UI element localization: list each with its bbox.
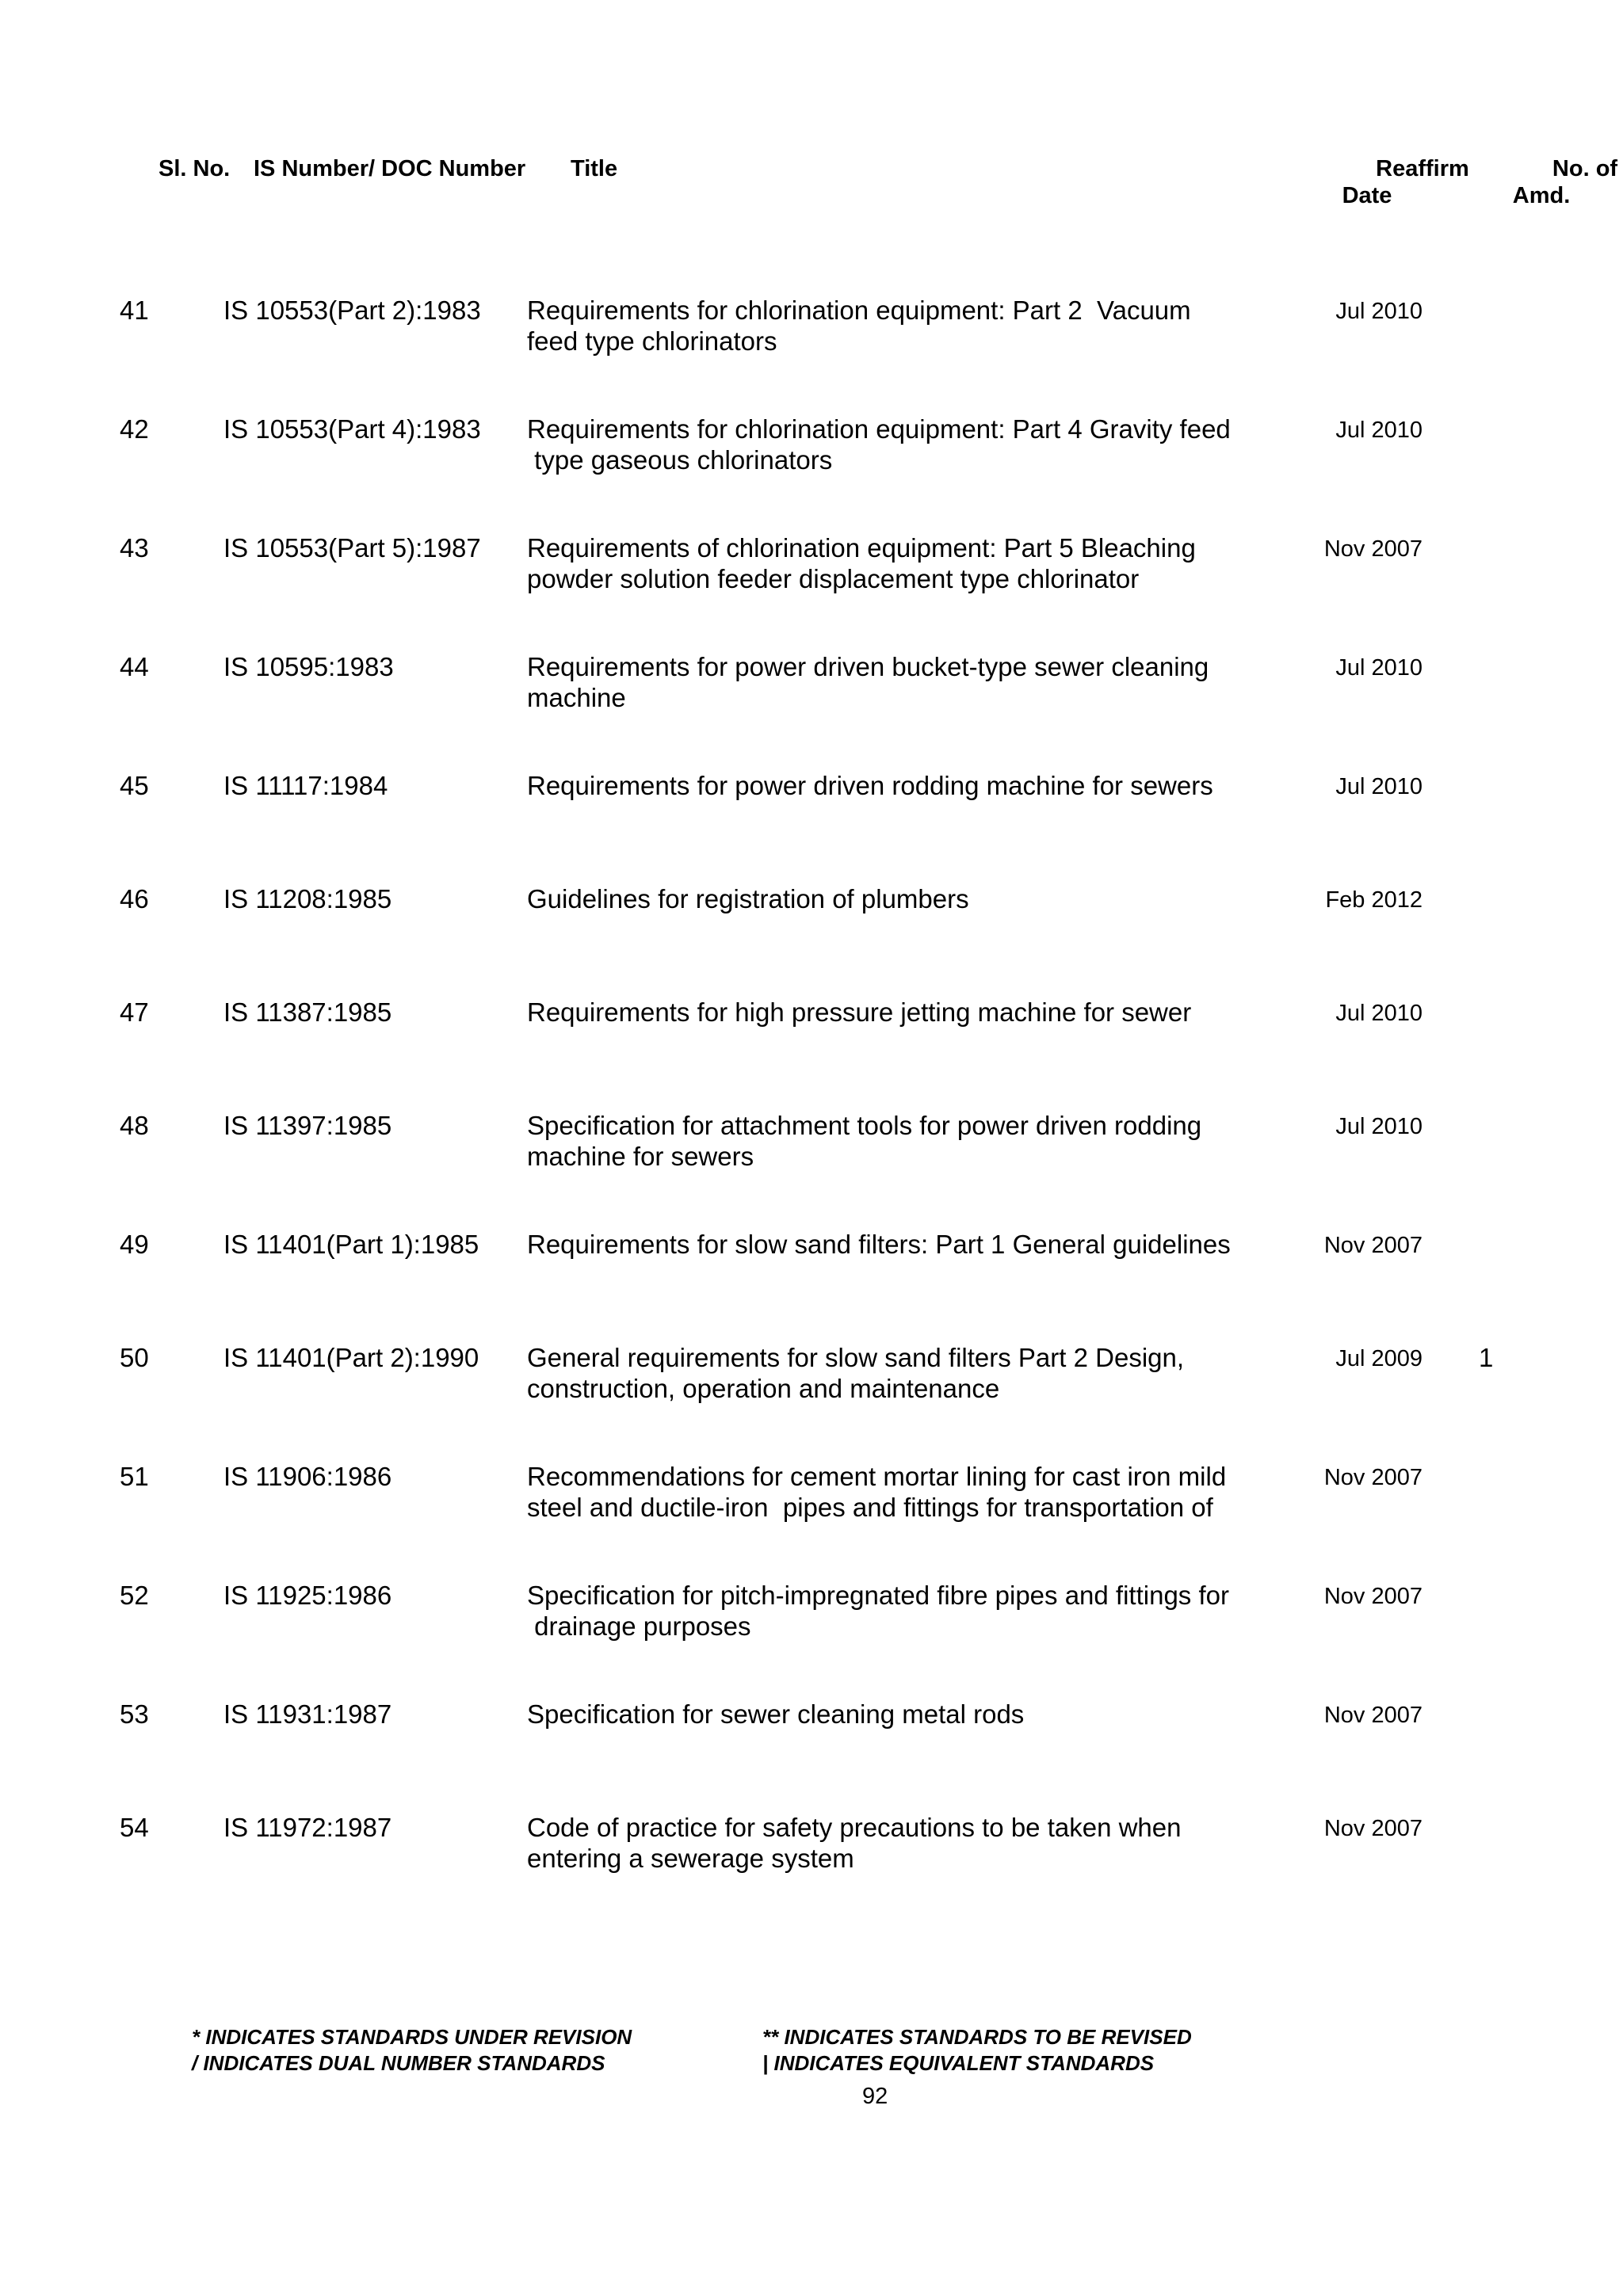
row-reaffirm-date: Feb 2012 (1325, 887, 1423, 913)
legend-dual-number: / INDICATES DUAL NUMBER STANDARDS (192, 2051, 605, 2075)
row-title (527, 651, 1272, 713)
row-is-number: IS 11931:1987 (223, 1699, 392, 1729)
row-sl-no: 48 (120, 1111, 149, 1140)
header-no-of-amd (1474, 155, 1618, 209)
row-is-number: IS 11208:1985 (223, 884, 392, 913)
row-title-line1: Requirements for chlorination equipment: Part 2 Vacuum (527, 296, 1191, 325)
row-reaffirm-date: Jul 2009 (1335, 1346, 1423, 1371)
row-title (527, 1110, 1272, 1172)
row-reaffirm-date: Jul 2010 (1335, 299, 1423, 324)
row-title-line2: machine (527, 683, 626, 712)
row-is-number: IS 11387:1985 (223, 997, 392, 1027)
row-is-number: IS 11397:1985 (223, 1111, 392, 1140)
row-title-line1: Specification for sewer cleaning metal rods (527, 1699, 1025, 1729)
row-reaffirm-date: Jul 2010 (1335, 655, 1423, 681)
row-is-number: IS 10553(Part 2):1983 (223, 296, 481, 325)
row-reaffirm-date: Nov 2007 (1323, 1703, 1423, 1728)
row-title-line2: steel and ductile-iron pipes and fittings for transportation of (527, 1493, 1213, 1522)
legend-to-be-revised: ** INDICATES STANDARDS TO BE REVISED (762, 2025, 1192, 2049)
row-is-number: IS 11401(Part 1):1985 (223, 1230, 479, 1259)
row-sl-no: 52 (120, 1581, 149, 1610)
row-title-line1: Requirements for chlorination equipment: Part 4 Gravity feed (527, 414, 1231, 444)
row-title (527, 997, 1272, 1028)
row-is-number: IS 11906:1986 (223, 1462, 392, 1491)
row-is-number: IS 11925:1986 (223, 1581, 392, 1610)
row-title-line1: General requirements for slow sand filters Part 2 Design, (527, 1343, 1185, 1372)
row-sl-no: 43 (120, 533, 149, 563)
row-title (527, 414, 1272, 475)
row-title (527, 1699, 1272, 1730)
row-title-line2: type gaseous chlorinators (527, 445, 833, 475)
row-amd-count: 1 (1479, 1343, 1494, 1372)
header-amd-line1: No. of (1552, 156, 1618, 181)
row-title (527, 295, 1272, 357)
row-title (527, 1580, 1272, 1642)
row-title (527, 532, 1272, 594)
page-number: 92 (862, 2084, 888, 2109)
row-reaffirm-date: Nov 2007 (1323, 536, 1423, 562)
row-sl-no: 47 (120, 997, 149, 1027)
row-sl-no: 41 (120, 296, 149, 325)
row-reaffirm-date: Nov 2007 (1323, 1465, 1423, 1490)
header-reaffirm-line1: Reaffirm (1376, 156, 1469, 181)
row-title-line2: machine for sewers (527, 1142, 754, 1171)
row-is-number: IS 11117:1984 (223, 771, 388, 800)
row-sl-no: 45 (120, 771, 149, 800)
row-sl-no: 53 (120, 1699, 149, 1729)
row-reaffirm-date: Nov 2007 (1323, 1233, 1423, 1258)
row-sl-no: 46 (120, 884, 149, 913)
legend-equivalent: | INDICATES EQUIVALENT STANDARDS (762, 2051, 1155, 2075)
row-title-line1: Specification for attachment tools for power driven rodding (527, 1111, 1202, 1140)
row-title-line1: Code of practice for safety precautions to be taken when (527, 1813, 1182, 1842)
row-is-number: IS 11972:1987 (223, 1813, 392, 1842)
row-title-line1: Requirements for power driven bucket-type sewer cleaning (527, 652, 1209, 681)
row-reaffirm-date: Nov 2007 (1323, 1816, 1423, 1841)
row-title-line2: entering a sewerage system (527, 1844, 854, 1873)
row-is-number: IS 10595:1983 (223, 652, 394, 681)
row-title (527, 1229, 1272, 1260)
row-title-line1: Requirements for high pressure jetting machine for sewer (527, 997, 1192, 1027)
row-reaffirm-date: Jul 2010 (1335, 774, 1423, 799)
row-reaffirm-date: Nov 2007 (1323, 1584, 1423, 1609)
row-sl-no: 49 (120, 1230, 149, 1259)
row-is-number: IS 10553(Part 5):1987 (223, 533, 481, 563)
row-sl-no: 42 (120, 414, 149, 444)
row-title (527, 770, 1272, 801)
row-title-line1: Guidelines for registration of plumbers (527, 884, 969, 913)
row-sl-no: 51 (120, 1462, 149, 1491)
legend-under-revision: * INDICATES STANDARDS UNDER REVISION (192, 2025, 632, 2049)
row-title (527, 1461, 1272, 1523)
row-reaffirm-date: Jul 2010 (1335, 1001, 1423, 1026)
row-reaffirm-date: Jul 2010 (1335, 418, 1423, 443)
header-reaffirm-line2: Date (1342, 183, 1392, 208)
row-title-line2: drainage purposes (527, 1611, 751, 1641)
row-title-line1: Requirements of chlorination equipment: Part 5 Bleaching (527, 533, 1196, 563)
row-title (527, 1812, 1272, 1874)
row-title-line1: Requirements for slow sand filters: Part 1 General guidelines (527, 1230, 1231, 1259)
row-title-line1: Recommendations for cement mortar lining for cast iron mild (527, 1462, 1227, 1491)
row-title-line2: construction, operation and maintenance (527, 1374, 1000, 1403)
row-sl-no: 50 (120, 1343, 149, 1372)
row-is-number: IS 11401(Part 2):1990 (223, 1343, 479, 1372)
row-title-line2: feed type chlorinators (527, 326, 777, 356)
header-is-number: IS Number/ DOC Number (254, 156, 526, 181)
row-is-number: IS 10553(Part 4):1983 (223, 414, 481, 444)
header-amd-line2: Amd. (1512, 183, 1571, 208)
row-reaffirm-date: Jul 2010 (1335, 1114, 1423, 1139)
row-sl-no: 44 (120, 652, 149, 681)
header-sl-no: Sl. No. (158, 156, 231, 181)
header-title: Title (571, 156, 618, 181)
row-title (527, 883, 1272, 914)
row-title-line1: Requirements for power driven rodding machine for sewers (527, 771, 1213, 800)
row-sl-no: 54 (120, 1813, 149, 1842)
row-title-line1: Specification for pitch-impregnated fibre pipes and fittings for (527, 1581, 1229, 1610)
row-title (527, 1342, 1272, 1404)
row-title-line2: powder solution feeder displacement type chlorinator (527, 564, 1140, 593)
